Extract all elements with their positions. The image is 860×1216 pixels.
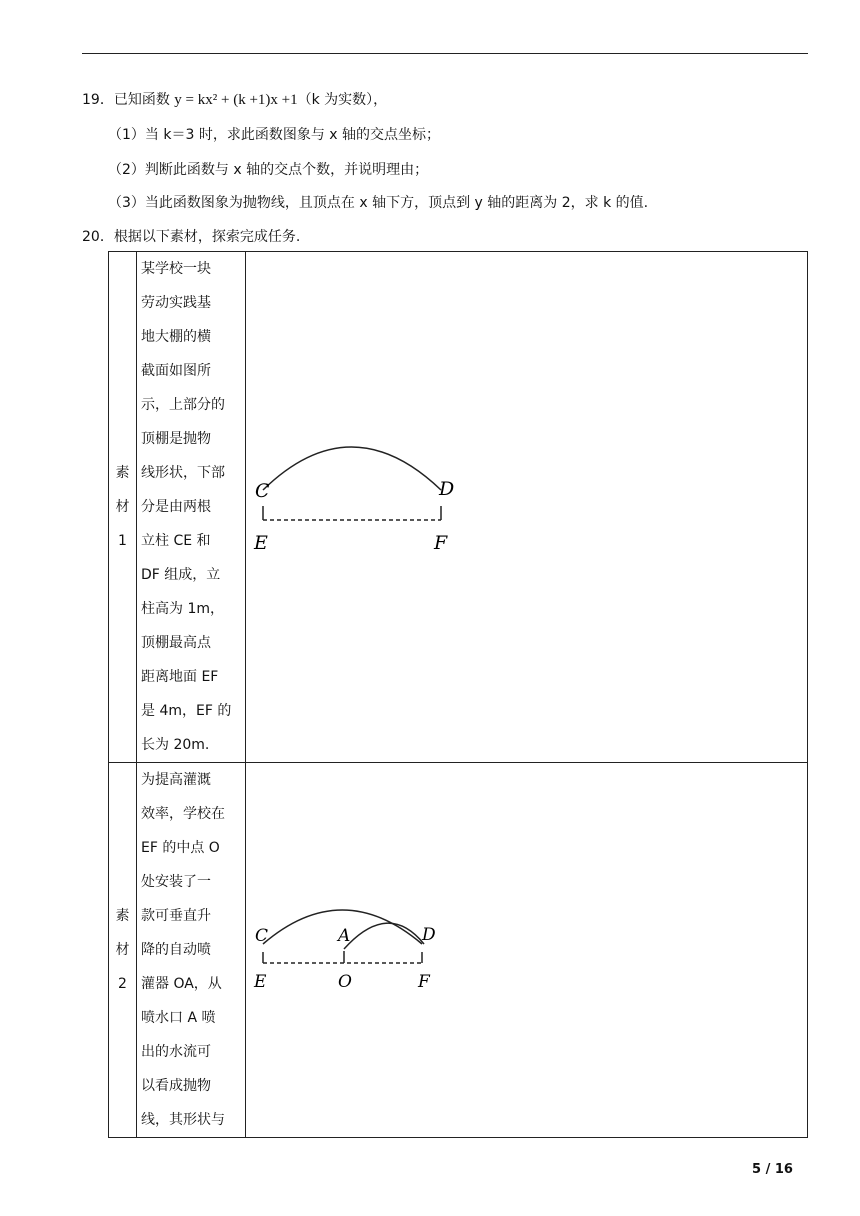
desc-line: 分是由两根 [141, 499, 211, 515]
question-19-part-3: （3）当此函数图象为抛物线，且顶点在 x 轴下方，顶点到 y 轴的距离为 2，求 k 的值. [108, 195, 649, 211]
desc-line: 喷水口 A 喷 [141, 1010, 216, 1026]
material-2-row [109, 763, 808, 1138]
desc-line: 截面如图所 [141, 363, 211, 379]
desc-line: 示，上部分的 [141, 397, 225, 413]
sprinkler-diagram [246, 763, 812, 1135]
desc-line: 线形状，下部 [141, 465, 225, 481]
roof-parabola [263, 447, 441, 490]
desc-line: 柱高为 1m， [141, 601, 224, 617]
question-19-part-1: （1）当 k＝3 时，求此函数图象与 x 轴的交点坐标； [108, 127, 441, 143]
header-rule [82, 53, 808, 54]
page-number: 5 / 16 [752, 1162, 793, 1177]
desc-line: 劳动实践基 [141, 295, 211, 311]
point-c-label: C [255, 480, 270, 502]
label-char: 2 [118, 976, 127, 992]
question-20-stem [82, 228, 300, 246]
point-o-label: O [338, 972, 352, 992]
greenhouse-cross-section-diagram [246, 252, 812, 758]
desc-line: 立柱 CE 和 [141, 533, 211, 549]
question-number: 20． [82, 229, 114, 245]
materials-table [108, 251, 808, 1138]
label-char: 素 [115, 908, 130, 924]
desc-line: EF 的中点 O [141, 840, 220, 856]
desc-line: 是 4m，EF 的 [141, 703, 232, 719]
label-char: 素 [115, 465, 130, 481]
label-char: 1 [118, 533, 127, 549]
point-e-label: E [254, 972, 267, 992]
desc-line: DF 组成，立 [141, 567, 221, 583]
desc-line: 线，其形状与 [141, 1112, 225, 1128]
stem-text-end: （k 为实数）， [297, 92, 388, 108]
desc-line: 顶棚是抛物 [141, 431, 211, 447]
point-d-label: D [422, 925, 436, 945]
desc-line: 地大棚的横 [141, 329, 211, 345]
point-d-label: D [439, 478, 455, 500]
desc-line: 为提高灌溉 [141, 772, 211, 788]
point-f-label: F [418, 972, 430, 992]
point-f-label: F [434, 532, 448, 554]
desc-line: 出的水流可 [141, 1044, 211, 1060]
question-19-stem [82, 91, 387, 109]
stem-text: 根据以下素材，探索完成任务. [113, 229, 301, 245]
material-1-description [137, 252, 246, 763]
desc-line: 处安装了一 [141, 874, 211, 890]
question-19-part-2: （2）判断此函数与 x 轴的交点个数，并说明理由； [108, 162, 429, 178]
desc-line: 距离地面 EF [141, 669, 219, 685]
material-2-figure-cell [246, 763, 808, 1138]
label-char: 材 [115, 942, 130, 958]
desc-line: 某学校一块 [141, 261, 211, 277]
material-2-description [137, 763, 246, 1138]
label-char: 材 [115, 499, 130, 515]
function-expression: y = kx² + (k +1)x +1 [174, 92, 298, 108]
point-e-label: E [254, 532, 268, 554]
stem-text: 已知函数 [113, 92, 175, 108]
material-1-label [109, 252, 137, 763]
desc-line: 灌器 OA，从 [141, 976, 222, 992]
desc-line: 款可垂直升 [141, 908, 211, 924]
material-1-row [109, 252, 808, 763]
desc-line: 以看成抛物 [141, 1078, 211, 1094]
desc-line: 长为 20m. [141, 737, 210, 753]
material-1-figure-cell [246, 252, 808, 763]
desc-line: 顶棚最高点 [141, 635, 211, 651]
desc-line: 效率，学校在 [141, 806, 225, 822]
desc-line: 降的自动喷 [141, 942, 211, 958]
point-c-label: C [255, 926, 269, 946]
point-a-label: A [338, 926, 351, 946]
material-2-label [109, 763, 137, 1138]
question-number: 19． [82, 92, 114, 108]
